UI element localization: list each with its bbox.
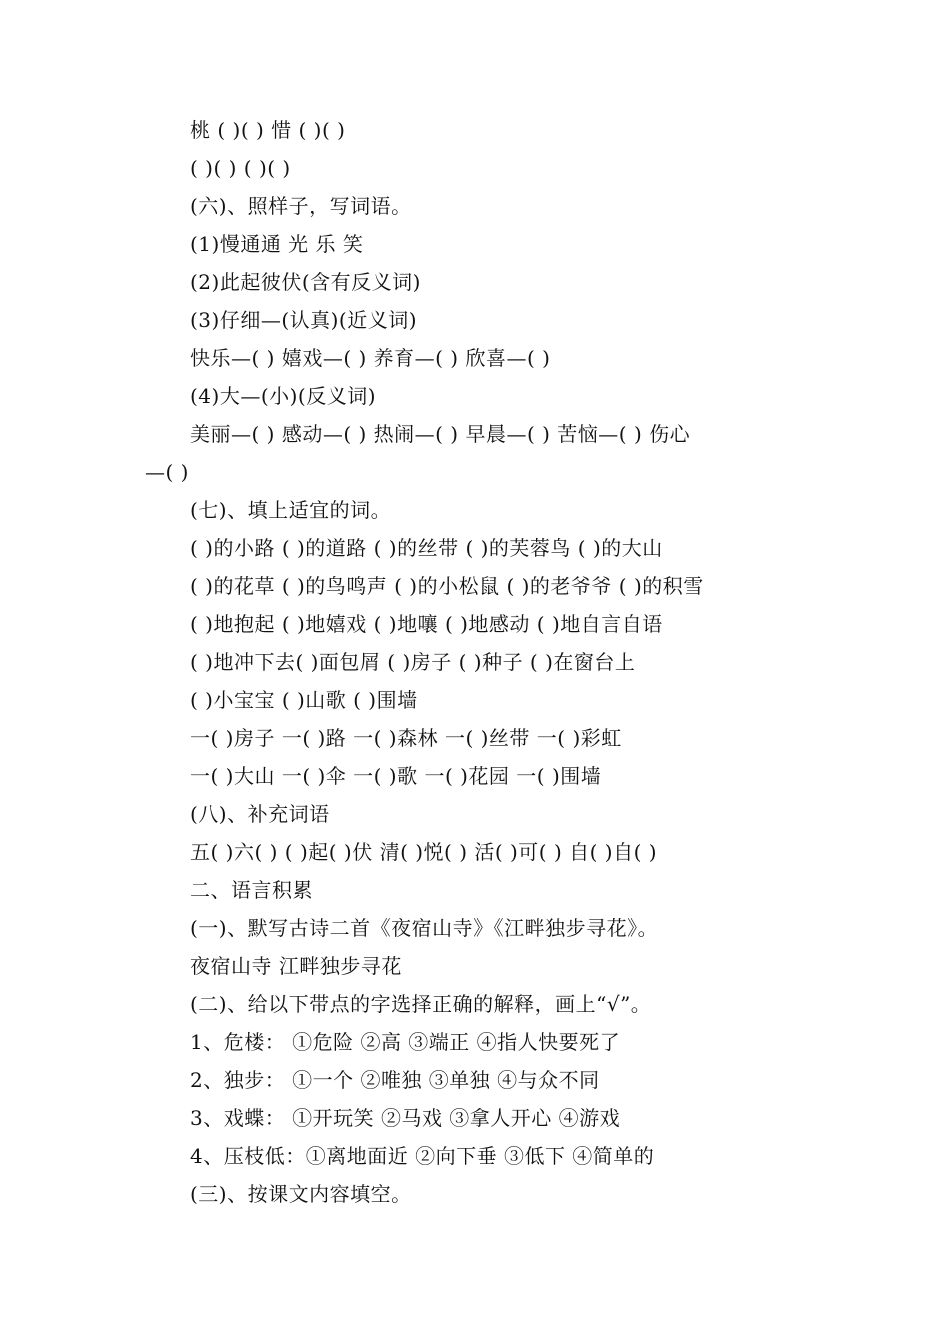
section-heading: (八)、补充词语 [190,802,330,826]
text-line: ( )地冲下去( )面包屑 ( )房子 ( )种子 ( )在窗台上 [190,650,636,674]
text-line: ( )小宝宝 ( )山歌 ( )围墙 [190,688,418,712]
question-line: 2、独步： ①一个 ②唯独 ③单独 ④与众不同 [190,1068,600,1092]
text-line: 快乐—( ) 嬉戏—( ) 养育—( ) 欣喜—( ) [190,346,551,370]
text-line: 桃 ( )( ) 惜 ( )( ) [190,118,346,142]
section-heading: (一)、默写古诗二首《夜宿山寺》《江畔独步寻花》。 [190,916,659,940]
text-line: 夜宿山寺 江畔独步寻花 [190,954,402,978]
section-heading: (六)、照样子，写词语。 [190,194,412,218]
section-heading: (三)、按课文内容填空。 [190,1182,412,1206]
text-line: 一( )大山 一( )伞 一( )歌 一( )花园 一( )围墙 [190,764,602,788]
text-line: (4)大—(小)(反义词) [190,384,377,408]
question-line: 1、危楼： ①危险 ②高 ③端正 ④指人快要死了 [190,1030,621,1054]
question-line: 3、戏蝶： ①开玩笑 ②马戏 ③拿人开心 ④游戏 [190,1106,621,1130]
text-line: ( )的花草 ( )的鸟鸣声 ( )的小松鼠 ( )的老爷爷 ( )的积雪 [190,574,704,598]
text-line: (3)仔细—(认真)(近义词) [190,308,418,332]
text-line: 美丽—( ) 感动—( ) 热闹—( ) 早晨—( ) 苦恼—( ) 伤心 [190,422,691,446]
section-heading: (二)、给以下带点的字选择正确的解释，画上“√”。 [190,992,652,1016]
text-line: 五( )六( ) ( )起( )伏 清( )悦( ) 活( )可( ) 自( )自( ) [190,840,658,864]
text-line: ( )( ) ( )( ) [190,156,291,180]
text-line: (2)此起彼伏(含有反义词) [190,270,421,294]
text-line: (1)慢通通 光 乐 笑 [190,232,364,256]
text-line: 一( )房子 一( )路 一( )森林 一( )丝带 一( )彩虹 [190,726,622,750]
text-line: ( )的小路 ( )的道路 ( )的丝带 ( )的芙蓉鸟 ( )的大山 [190,536,663,560]
text-line-continuation: —( ) [145,460,189,484]
document-body [145,111,825,1213]
section-heading: (七)、填上适宜的词。 [190,498,392,522]
question-line: 4、压枝低：①离地面近 ②向下垂 ③低下 ④简单的 [190,1144,655,1168]
text-line: ( )地抱起 ( )地嬉戏 ( )地嚷 ( )地感动 ( )地自言自语 [190,612,663,636]
part-heading: 二、语言积累 [190,878,313,902]
